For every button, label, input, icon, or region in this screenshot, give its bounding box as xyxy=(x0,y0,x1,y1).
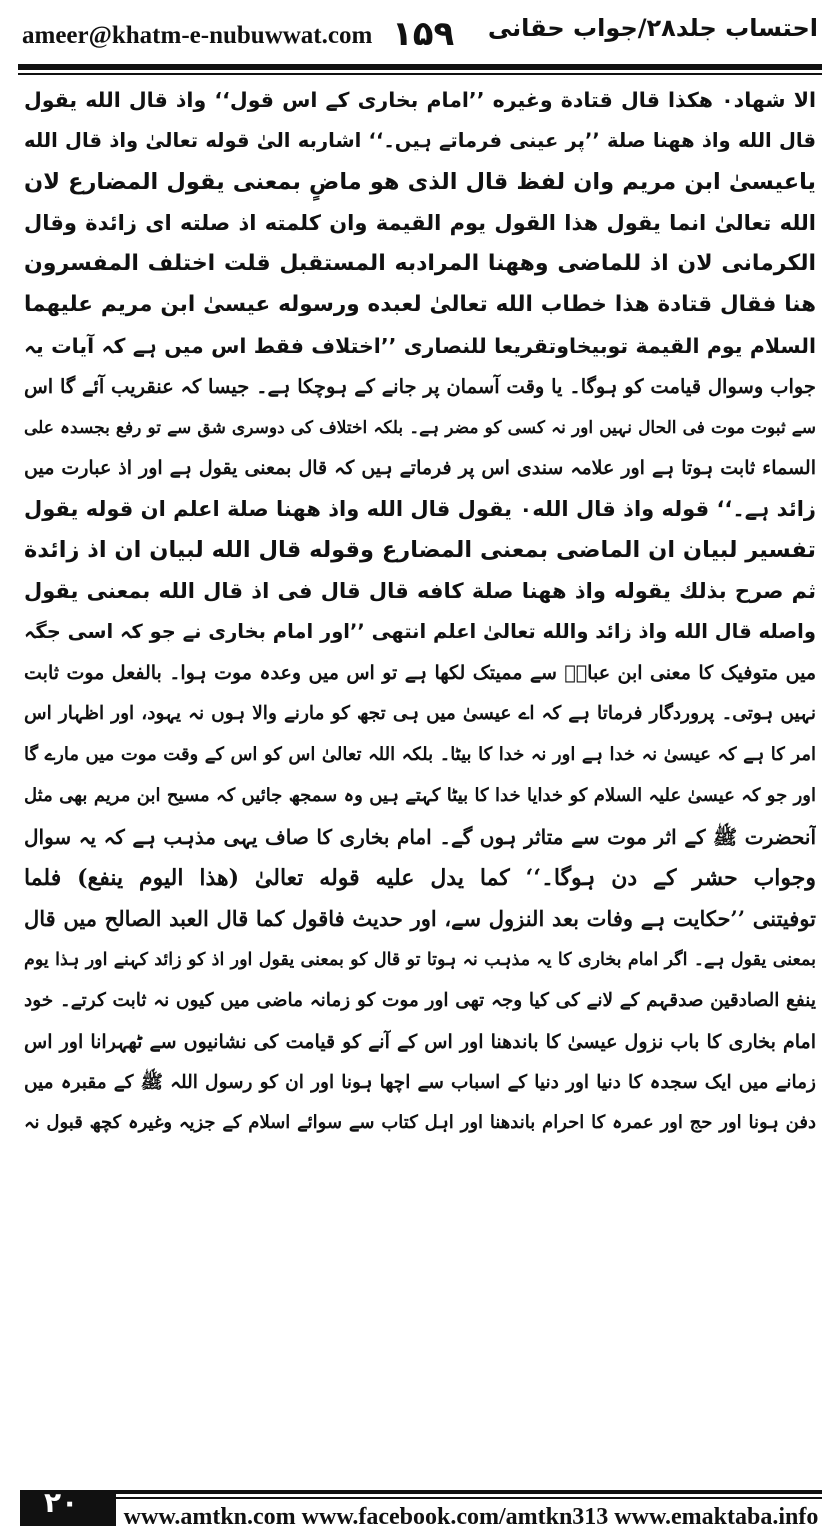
text-line: الكرمانى لان اذ للماضى وههنا المرادبه المستقبل قلت اختلف المفسرون xyxy=(24,250,816,276)
text-line: ینفع الصادقین صدقہم کے لانے کی کیا وجہ تھی اور موت کو زمانہ ماضی میں کیوں نہ ثابت کرتے۔ خود xyxy=(24,989,816,1011)
text-line: آنحضرت ﷺ کے اثر موت سے متاثر ہوں گے۔ امام بخاری کا صاف یہی مذہب ہے کہ یہ سوال xyxy=(24,824,816,849)
page-header xyxy=(0,0,840,64)
footer-links: www.amtkn.com www.facebook.com/amtkn313 www.emaktaba.info xyxy=(123,1504,819,1530)
header-divider-thin xyxy=(18,73,822,75)
text-line: واصله قال الله واذ زائد والله تعالىٰ اعلم انتهى ’’اور امام بخاری نے جو کہ اسی جگہ xyxy=(24,620,816,644)
text-line: دفن ہونا اور حج اور عمرہ کا احرام باندھنا اور اہل کتاب سے سوائے اسلام کے جزیہ وغیرہ کچھ قبول نہ xyxy=(24,1112,816,1134)
text-line: ياعيسىٰ ابن مريم وان لفظ قال الذى هو ماضٍ بمعنى يقول المضارع لان xyxy=(24,168,816,195)
text-line: سے ثبوت موت فی الحال نہیں اور نہ کسی کو مضر ہے۔ بلکہ اختلاف کی دوسری شق سے تو رفع بجسدہ علی xyxy=(24,417,816,438)
text-line: زمانے میں ایک سجدہ کا دنیا اور دنیا کے اسباب سے اچھا ہونا اور ان کو رسول اللہ ﷺ کے مقبرہ میں xyxy=(24,1071,816,1093)
text-line: تفسير لبيان ان الماضى بمعنى المضارع وقوله قال الله لبيان ان اذ زائدة xyxy=(24,537,816,564)
footer-divider-thin xyxy=(116,1497,822,1499)
text-line: بمعنی یقول ہے۔ اگر امام بخاری کا یہ مذہب نہ ہوتا تو قال کو بمعنی یقول اور اذ کو زائد کہنے اور ہذا یوم xyxy=(24,949,816,970)
text-line: وجواب حشر کے دن ہوگا۔‘‘ كما يدل عليه قوله تعالىٰ (هذا اليوم ينفع) فلما xyxy=(24,864,816,891)
text-line: میں متوفیک کا معنی ابن عباسؓ سے ممیتک لکھا ہے تو اس میں وعدہ موت ہوا۔ بالفعل موت ثابت xyxy=(24,662,816,685)
text-line: ثم صرح بذلك يقوله واذ ههنا صلة كافه قال قال فى اذ قال الله بمعنى يقول xyxy=(24,579,816,604)
page-footer xyxy=(0,1486,840,1540)
footer-page-badge xyxy=(20,1486,116,1526)
text-line: اور جو کہ عیسیٰ علیہ السلام کو خدایا خدا کا بیٹا کہتے ہیں وہ سمجھ جائیں کہ مسیح ابن مریم بھی مثل xyxy=(24,784,816,806)
text-line: توفيتنى ’’حکایت ہے وفات بعد النزول سے، اور حدیث فاقول کما قال العبد الصالح میں قال xyxy=(24,905,816,931)
text-line: امام بخاری کا باب نزول عیسیٰ کا باندھنا اور اس کے آنے کو قیامت کی نشانیوں سے ٹھہرانا اور اس xyxy=(24,1030,816,1053)
text-line: امر کا ہے کہ عیسیٰ نہ خدا ہے اور نہ خدا کا بیٹا۔ بلکہ اللہ تعالیٰ اس کو اس کے وقت موت میں مارے گا xyxy=(24,744,816,765)
header-email: ameer@khatm-e-nubuwwat.com xyxy=(22,22,373,49)
text-line: الا شهاد۰ هكذا قال قتادة وغيره ’’امام بخاری کے اس قول‘‘ واذ قال الله يقول xyxy=(24,88,816,112)
text-line: نہیں ہوتی۔ پروردگار فرماتا ہے کہ اے عیسیٰ میں ہی تجھ کو مارنے والا ہوں نہ یہود، اور اظہار اس xyxy=(24,703,816,725)
header-divider-thick xyxy=(18,64,822,70)
text-line: قال الله واذ ههنا صلة ’’پر عینی فرماتے ہیں۔‘‘ اشاربه الىٰ قوله تعالىٰ واذ قال الله xyxy=(24,128,816,152)
header-book-title: احتساب جلد۲۸/جواب حقانی xyxy=(487,14,818,42)
body-text xyxy=(24,80,816,1472)
text-line: الله تعالىٰ انما يقول هذا القول يوم القيمة وان كلمته اذ صلته اى زائدة وقال xyxy=(24,210,816,235)
text-line: زائد ہے۔‘‘ قوله واذ قال الله۰ يقول قال الله واذ ههنا صلة اعلم ان قوله يقول xyxy=(24,497,816,522)
footer-page-number: ۲۰ xyxy=(44,1486,79,1519)
footer-divider xyxy=(116,1490,822,1494)
text-line: هنا فقال قتادة هذا خطاب الله تعالىٰ لعبده ورسوله عيسىٰ ابن مريم عليهما xyxy=(24,291,816,317)
text-line: السلام يوم القيمة توبيخاوتقريعا للنصارى ’’اختلاف فقط اس میں ہے کہ آیات یہ xyxy=(24,333,816,358)
text-line: السماء ثابت ہوتا ہے اور علامہ سندی اس پر فرماتے ہیں کہ قال بمعنی یقول ہے اور اذ عبارت میں xyxy=(24,457,816,480)
header-page-number: ۱۵۹ xyxy=(392,14,455,54)
text-line: جواب وسوال قیامت کو ہوگا۔ یا وقت آسمان پر جانے کے ہوچکا ہے۔ جیسا کہ عنقریب آئے گا اس xyxy=(24,374,816,398)
